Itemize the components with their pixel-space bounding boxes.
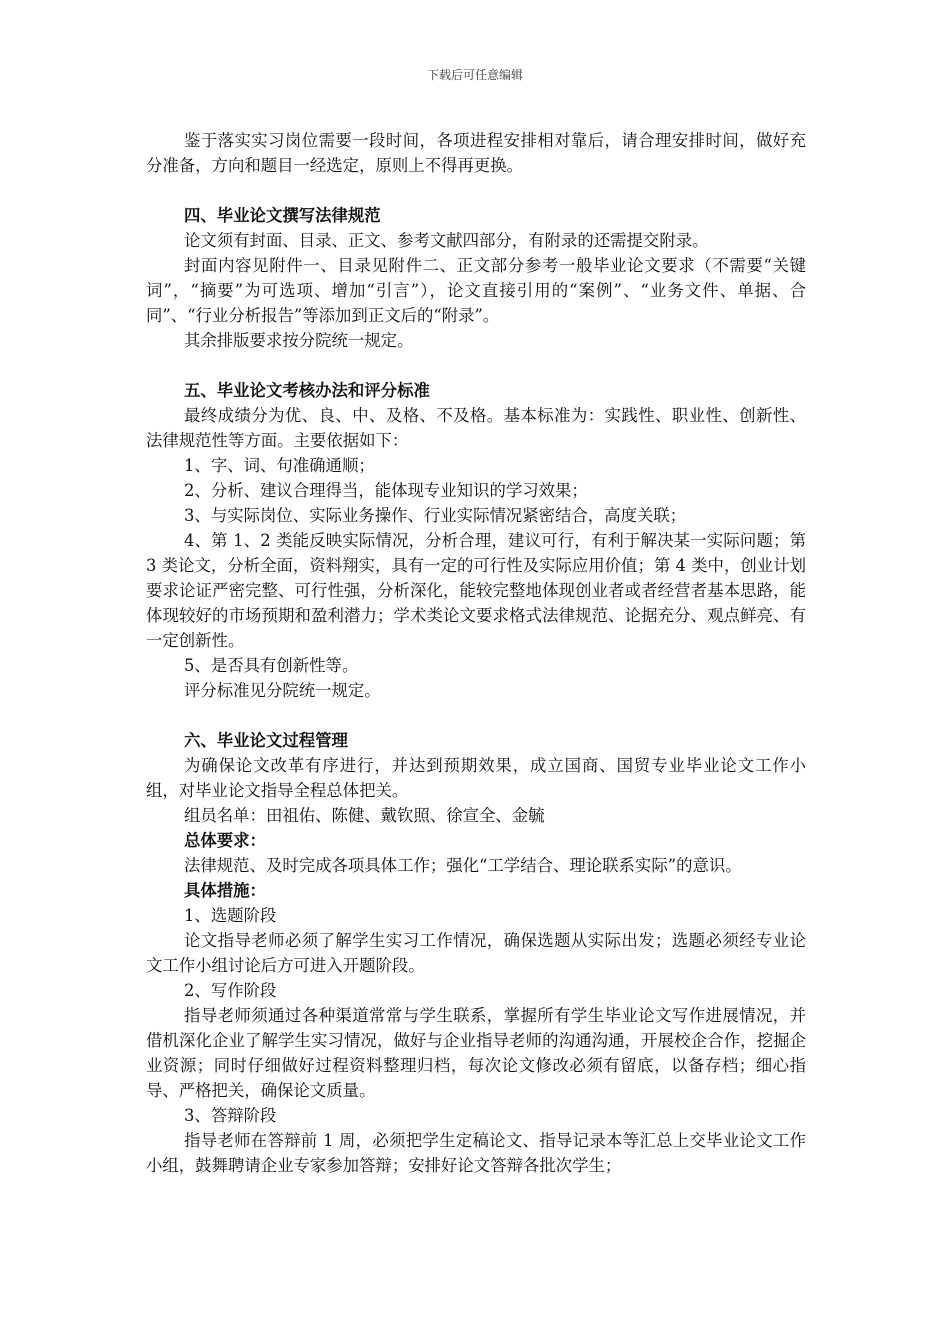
- paragraph: 指导老师在答辩前 1 周，必须把学生定稿论文、指导记录本等汇总上交毕业论文工作小组，鼓舞聘请企业专家参加答辩；安排好论文答辩各批次学生；: [146, 1131, 806, 1175]
- list-item: 4、第 1、2 类能反映实际情况，分析合理，建议可行，有利于解决某一实际问题；第 3 类论文，分析全面，资料翔实，具有一定的可行性及实际应用价值；第 4 类中，创业计划要求论证严密完整、可行性强，分析深化，能较完整地体现创业者或者经营者基本思路，能体现较好的市场预期和盈利潜力；学术类论文要求格式法律规范、论据充分、观点鲜亮、有一定创新性。: [146, 531, 806, 650]
- list-item: 5、是否具有创新性等。: [184, 656, 359, 675]
- paragraph: 论文指导老师必须了解学生实习工作情况，确保选题从实际出发；选题必须经专业论文工作小组讨论后方可进入开题阶段。: [146, 931, 806, 975]
- document-body: [146, 128, 806, 1178]
- paragraph: 论文须有封面、目录、正文、参考文献四部分，有附录的还需提交附录。: [184, 231, 709, 250]
- list-item: 2、分析、建议合理得当，能体现专业知识的学习效果；: [184, 481, 588, 500]
- page-header: 下载后可任意编辑: [426, 68, 523, 82]
- paragraph: 最终成绩分为优、良、中、及格、不及格。基本标准为：实践性、职业性、创新性、法律规范性等方面。主要依据如下：: [146, 406, 806, 450]
- paragraph: 指导老师须通过各种渠道常常与学生联系，掌握所有学生毕业论文写作进展情况，并借机深化企业了解学生实习情况，做好与企业指导老师的沟通沟通，开展校企合作，挖掘企业资源；同时仔细做好过程资料整理归档，每次论文修改必须有留底，以备存档；细心指导、严格把关，确保论文质量。: [146, 1006, 806, 1100]
- subheading: 总体要求：: [184, 831, 266, 850]
- list-item: 1、选题阶段: [184, 906, 277, 925]
- list-item: 1、字、词、句准确通顺；: [184, 456, 375, 475]
- paragraph: 组员名单：田祖佑、陈健、戴钦照、徐宣全、金毓: [184, 806, 545, 825]
- section-heading-5: 五、毕业论文考核办法和评分标准: [184, 381, 430, 400]
- paragraph: 其余排版要求按分院统一规定。: [184, 331, 414, 350]
- paragraph: 评分标准见分院统一规定。: [184, 681, 381, 700]
- paragraph-schedule-note: 鉴于落实实习岗位需要一段时间，各项进程安排相对靠后，请合理安排时间，做好充分准备，方向和题目一经选定，原则上不得再更换。: [146, 131, 806, 175]
- paragraph: 封面内容见附件一、目录见附件二、正文部分参考一般毕业论文要求（不需要“关键词”，“摘要”为可选项、增加“引言”），论文直接引用的“案例”、“业务文件、单据、合同”、“行业分析报告”等添加到正文后的“附录”。: [146, 256, 806, 325]
- section-heading-6: 六、毕业论文过程管理: [184, 731, 348, 750]
- section-heading-4: 四、毕业论文撰写法律规范: [184, 206, 381, 225]
- subheading: 具体措施：: [184, 881, 266, 900]
- list-item: 3、与实际岗位、实际业务操作、行业实际情况紧密结合，高度关联；: [184, 506, 687, 525]
- paragraph: 为确保论文改革有序进行，并达到预期效果，成立国商、国贸专业毕业论文工作小组，对毕业论文指导全程总体把关。: [146, 756, 806, 800]
- list-item: 3、答辩阶段: [184, 1106, 277, 1125]
- list-item: 2、写作阶段: [184, 981, 277, 1000]
- paragraph: 法律规范、及时完成各项具体工作；强化“工学结合、理论联系实际”的意识。: [184, 856, 742, 875]
